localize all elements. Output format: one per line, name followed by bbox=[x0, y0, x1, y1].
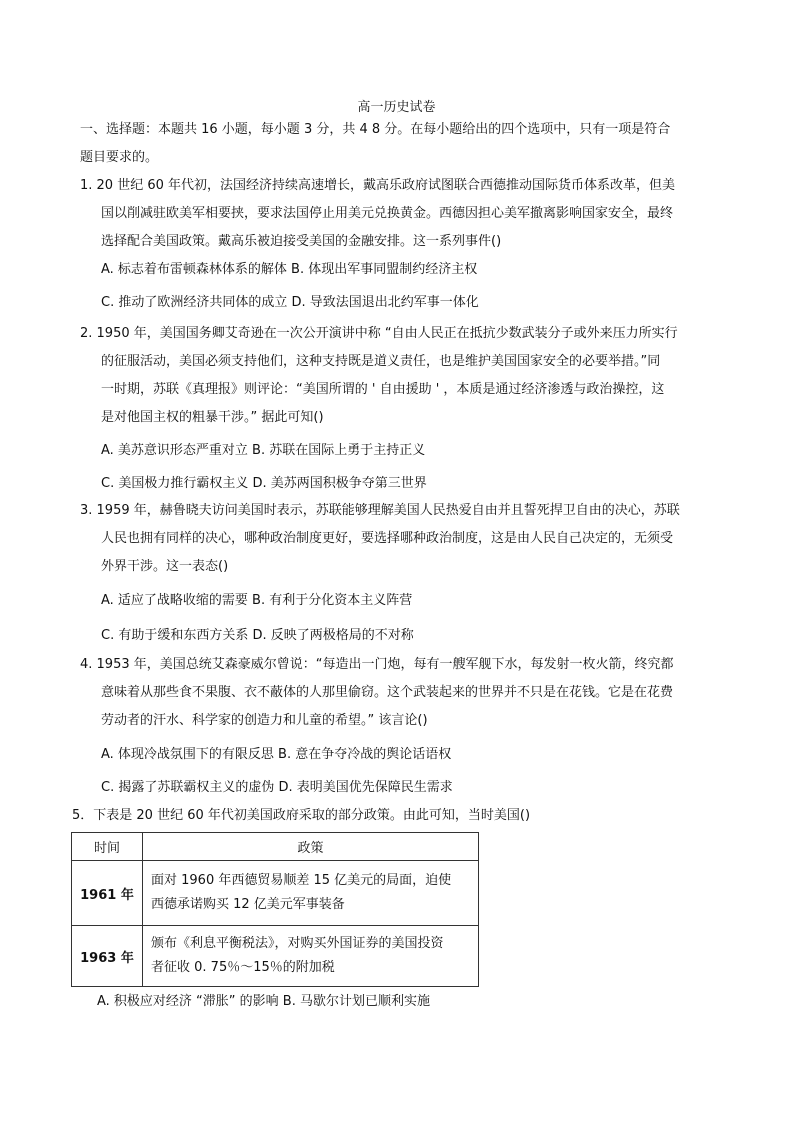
q4-stem-line-1: 4. 1953 年，美国总统艾森豪威尔曾说：“每造出一门炮，每有一艘军舰下水，每发射一枚火箭，终究都 bbox=[80, 657, 674, 672]
q4-options-ab: A. 体现冷战氛围下的有限反思 B. 意在争夺冷战的舆论话语权 bbox=[101, 747, 452, 762]
q1-options-ab: A. 标志着布雷顿森林体系的解体 B. 体现出军事同盟制约经济主权 bbox=[101, 262, 478, 277]
policy-line: 颁布《利息平衡税法》，对购买外国证券的美国投资 bbox=[151, 936, 444, 951]
q1-options-cd: C. 推动了欧洲经济共同体的成立 D. 导致法国退出北约军事一体化 bbox=[101, 295, 479, 310]
table-header-row bbox=[72, 833, 479, 861]
q3-options-cd: C. 有助于缓和东西方关系 D. 反映了两极格局的不对称 bbox=[101, 628, 414, 643]
q1-stem-line-3: 选择配合美国政策。戴高乐被迫接受美国的金融安排。这一系列事件() bbox=[101, 234, 502, 249]
policy-line: 者征收 0. 75％～15％的附加税 bbox=[151, 960, 335, 975]
table-row bbox=[72, 926, 479, 987]
q1-stem-line-1: 1. 20 世纪 60 年代初，法国经济持续高速增长，戴高乐政府试图联合西德推动国际货币体系改革，但美 bbox=[80, 178, 676, 193]
q2-stem-line-3: 一时期，苏联《真理报》则评论：“美国所谓的 ' 自由援助 ' ，本质是通过经济渗透与政治操控，这 bbox=[101, 382, 665, 397]
q4-stem-line-3: 劳动者的汗水、科学家的创造力和儿童的希望。” 该言论() bbox=[101, 713, 428, 728]
q2-options-cd: C. 美国极力推行霸权主义 D. 美苏两国积极争夺第三世界 bbox=[101, 476, 427, 491]
q1-stem-line-2: 国以削减驻欧美军相要挟，要求法国停止用美元兑换黄金。西德因担心美军撤离影响国家安全，最终 bbox=[101, 206, 674, 221]
q2-options-ab: A. 美苏意识形态严重对立 B. 苏联在国际上勇于主持正义 bbox=[101, 443, 426, 458]
table-cell-year: 1963 年 bbox=[72, 926, 143, 987]
table-header-time: 时间 bbox=[72, 833, 143, 861]
table-header-policy: 政策 bbox=[143, 833, 479, 861]
q3-stem-line-3: 外界干涉。这一表态() bbox=[101, 559, 229, 574]
q2-stem-line-4: 是对他国主权的粗暴干涉。” 据此可知() bbox=[101, 410, 324, 425]
q5-stem: 5．下表是 20 世纪 60 年代初美国政府采取的部分政策。由此可知，当时美国() bbox=[72, 808, 531, 823]
table-cell-year: 1961 年 bbox=[72, 861, 143, 926]
table-cell-policy bbox=[143, 861, 479, 926]
page-title: 高一历史试卷 bbox=[357, 100, 436, 115]
policy-line: 面对 1960 年西德贸易顺差 15 亿美元的局面，迫使 bbox=[151, 873, 452, 888]
q2-stem-line-1: 2. 1950 年，美国国务卿艾奇逊在一次公开演讲中称 “自由人民正在抵抗少数武装分子或外来压力所实行 bbox=[80, 326, 678, 341]
q5-options-ab: A. 积极应对经济 “滞胀” 的影响 B. 马歇尔计划已顺利实施 bbox=[97, 994, 430, 1009]
policy-table bbox=[71, 832, 479, 987]
policy-line: 西德承诺购买 12 亿美元军事装备 bbox=[151, 897, 345, 912]
section-heading-line-2: 题目要求的。 bbox=[80, 150, 159, 165]
table-row bbox=[72, 861, 479, 926]
q3-stem-line-1: 3. 1959 年，赫鲁晓夫访问美国时表示，苏联能够理解美国人民热爱自由并且誓死捍卫自由的决心，苏联 bbox=[80, 503, 680, 518]
q3-stem-line-2: 人民也拥有同样的决心，哪种政治制度更好，要选择哪种政治制度，这是由人民自己决定的，无须受 bbox=[101, 531, 674, 546]
q4-stem-line-2: 意味着从那些食不果腹、衣不蔽体的人那里偷窃。这个武装起来的世界并不只是在花钱。它是在花费 bbox=[101, 685, 674, 700]
q4-options-cd: C. 揭露了苏联霸权主义的虚伪 D. 表明美国优先保障民生需求 bbox=[101, 780, 453, 795]
q2-stem-line-2: 的征服活动，美国必须支持他们，这种支持既是道义责任，也是维护美国国家安全的必要举措。”同 bbox=[101, 354, 661, 369]
section-heading-line-1: 一、选择题：本题共 16 小题，每小题 3 分，共 4 8 分。在每小题给出的四个选项中，只有一项是符合 bbox=[80, 122, 671, 137]
q3-options-ab: A. 适应了战略收缩的需要 B. 有利于分化资本主义阵营 bbox=[101, 593, 413, 608]
table-cell-policy bbox=[143, 926, 479, 987]
